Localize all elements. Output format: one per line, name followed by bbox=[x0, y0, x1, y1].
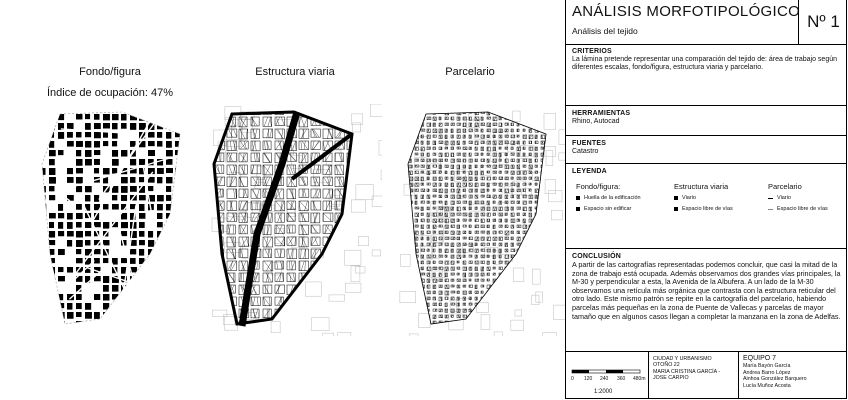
legend-item: Espacio sin edificar bbox=[576, 206, 641, 212]
line-swatch-icon bbox=[768, 209, 773, 210]
legend-group-title: Fondo/figura: bbox=[576, 182, 621, 191]
criteria-heading: CRITERIOS bbox=[572, 48, 612, 55]
info-panel bbox=[565, 0, 847, 399]
figure-ground-map bbox=[30, 104, 195, 336]
occupancy-index: Índice de ocupación: 47% bbox=[47, 87, 173, 99]
team-member: Lucía Muñoz Acosta bbox=[743, 382, 791, 389]
tools-heading: HERRAMIENTAS bbox=[572, 110, 631, 117]
scale-tick: 120 bbox=[584, 376, 593, 382]
legend-item: Viario bbox=[674, 195, 733, 201]
road-structure-map bbox=[202, 104, 382, 336]
black-swatch-icon bbox=[576, 207, 580, 211]
team-member: María Bayón García bbox=[743, 363, 791, 370]
tools-text: Rhino, Autocad bbox=[572, 118, 620, 125]
black-swatch-icon bbox=[674, 196, 678, 200]
line-swatch-icon bbox=[768, 198, 773, 199]
title-block bbox=[566, 352, 847, 399]
scale-tick: 240 bbox=[600, 376, 609, 382]
team-member: Andrea Barro López bbox=[743, 369, 791, 376]
scale-ratio: 1:2000 bbox=[594, 389, 613, 395]
team-info bbox=[738, 352, 847, 398]
course-line: OTOÑO 22 bbox=[653, 362, 680, 369]
conclusion-heading: CONCLUSIÓN bbox=[572, 253, 622, 260]
black-swatch-icon bbox=[576, 196, 580, 200]
legend-item: Espacio libre de vías bbox=[768, 206, 828, 212]
figure-ground-title: Fondo/figura bbox=[79, 66, 141, 78]
legend-item: Huella de la edificación bbox=[576, 195, 641, 201]
course-line: JOSE CARPIO bbox=[653, 375, 689, 382]
sheet-title: ANÁLISIS MORFOTIPOLÓGICO bbox=[572, 3, 801, 20]
team-member: Ainhoa González Barquero bbox=[743, 376, 807, 383]
scale-tick: 360 bbox=[617, 376, 626, 382]
team-name: EQUIPO 7 bbox=[743, 355, 777, 362]
legend-group-road-structure bbox=[674, 182, 733, 217]
scale-tick: 480m bbox=[633, 376, 646, 382]
legend-item: Espacio libre de vías bbox=[674, 206, 733, 212]
scale-bar bbox=[570, 362, 646, 398]
sheet-header bbox=[566, 0, 847, 45]
course-line: MARIA CRISTINA GARCÍA - bbox=[653, 368, 721, 375]
sources-text: Catastro bbox=[572, 148, 599, 155]
tools-section bbox=[566, 106, 847, 136]
legend-group-title: Estructura viaria bbox=[674, 182, 729, 191]
sources-heading: FUENTES bbox=[572, 140, 607, 147]
legend-group-title: Parcelario bbox=[768, 182, 802, 191]
black-swatch-icon bbox=[674, 207, 678, 211]
sources-section bbox=[566, 136, 847, 164]
conclusion-section bbox=[566, 249, 847, 352]
parcels-map bbox=[396, 104, 566, 336]
road-structure-title: Estructura viaria bbox=[255, 66, 335, 78]
legend-group-parcels bbox=[768, 182, 828, 217]
scale-tick: 0 bbox=[571, 376, 574, 382]
conclusion-text: A partir de las cartografías representadas podemos concluir, que casi la mitad de la zona de trabajo está ocupada. Además observamos dos grandes vías principales, la M-30 y perpendicular a esta, la Avenida de la Albufera. A un lado de la M-30 observamos una retícula más orgánica que contrasta con la estructura reticular del otro lado. Este mismo patrón se repite en la cartografía del parcelario, habiendo parcelas más pequeñas en la zona de Puente de Vallecas y parcelas de mayor tamaño que en algunos casos llegan a completar la manzana en la zona de Adelfas. bbox=[572, 260, 841, 321]
course-info bbox=[648, 352, 738, 398]
legend-group-figure-ground bbox=[576, 182, 641, 217]
sheet-number: Nº 1 bbox=[798, 0, 848, 44]
criteria-section bbox=[566, 44, 847, 106]
course-line: CIUDAD Y URBANISMO bbox=[653, 356, 712, 362]
legend-heading: LEYENDA bbox=[572, 168, 607, 175]
sheet-subtitle: Análisis del tejido bbox=[572, 26, 638, 36]
criteria-text: La lámina pretende representar una comparación del tejido de: área de trabajo según diferentes escalas, fondo/figura, estructura viaria y parcelario. bbox=[572, 56, 838, 72]
legend-section bbox=[566, 164, 847, 249]
parcels-title: Parcelario bbox=[445, 66, 495, 78]
legend-item: Viario bbox=[768, 195, 828, 201]
